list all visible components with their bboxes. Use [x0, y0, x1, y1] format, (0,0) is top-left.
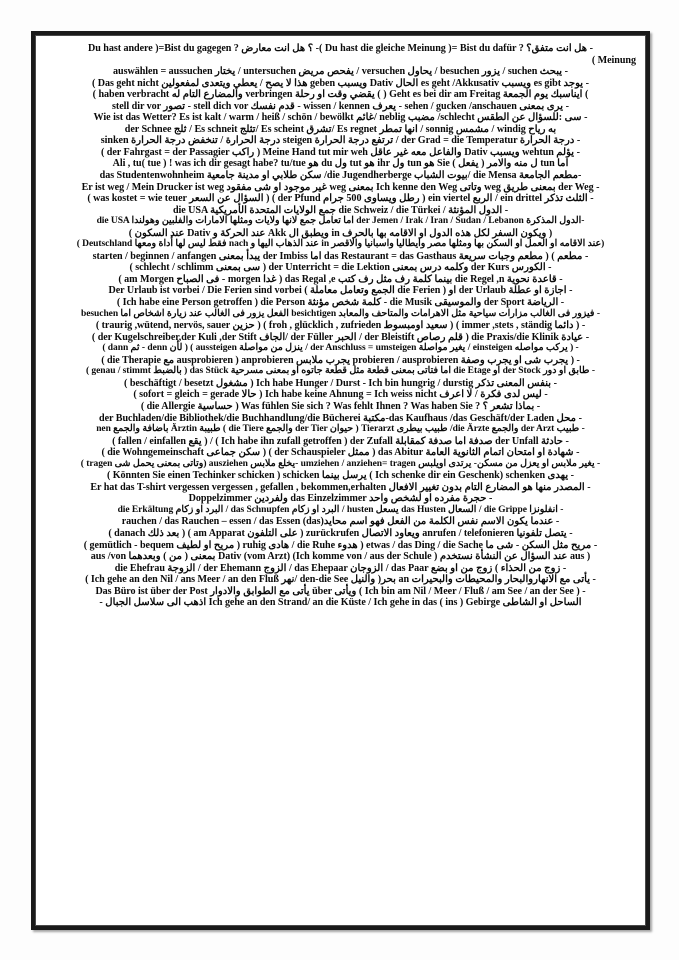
- note-line: Das Büro ist über der Post يأتى مع الطوابق والادوار über ويأتى ( Ich bin am Nil / Meer / Fluß / am See / an der See ) -: [95, 585, 586, 597]
- note-line: Der Urlaub ist vorbei / Die Ferien sind vorbei ( الجمع وتعامل معاملة die Ferien ) او der Urlaub اجازة او عطلة -: [108, 285, 573, 297]
- note-line: ( beschäftigt / besetzt مشغول ) Ich habe Hunger / Durst - Ich bin hungrig / durstig بنفس المعنى تذكر -: [124, 377, 557, 389]
- note-line: ( die Allergie حساسية ) Was fühlen Sie sich ? Was fehlt Ihnen ? Was haben Sie ? بماذا تشعر ؟ -: [140, 400, 541, 412]
- note-line: ( schlecht / schlimm سى بمعنى ) der Unterricht = die Lektion وكلمه درس بمعنى der Kurs الكورس -: [129, 262, 552, 274]
- note-line: die USA جمع الولايات المتحدة الأمريكية die Schweiz / die Türkei / الدول المؤنثة -: [172, 204, 509, 216]
- note-line: die Ehefrau الزوجة / der Ehemann الزوج / das Ehepaar الزوجان / das Paar زوج من الحذاء ) زوج من او بضع -: [114, 562, 567, 574]
- note-line: ( sofort = gleich = gerade حالا ) Ich habe keine Ahnung = Ich weiss nicht ليس لدى فكرة / لا اعرف -: [133, 389, 548, 401]
- note-line: starten / beginnen / anfangen يبدأ بمعنى der Imbiss اما das Restaurant = das Gasthaus مطعم ) ( مطعم وجبات سريعة -: [92, 250, 589, 262]
- note-line: ( Ich habe eine Person getroffen ) die Person كلمة شخص مؤنثة - die Musik والموسيقى der Sport الرياضة -: [116, 297, 565, 309]
- note-line: ( traurig ,wütend, nervös, sauer حزين ) ( froh , glücklich , zufrieden سعيد اومبسوط ) ( immer ,stets , ständig دائما ) -: [95, 320, 586, 332]
- note-line: ( was kostet = wie teuer السؤال عن السعر ) ( der Pfund رطل ويساوى 500 جرام ) ein viertel الربع / ein drittel الثلث تذكر -: [87, 193, 594, 205]
- note-line: Wie ist das Wetter? Es ist kalt / warm / heiß / schön / bewölkt غائم/ neblig مضبب /schlecht سى :للسؤال عن الطقس -: [93, 112, 588, 124]
- note-line: Du hast andere )=Bist du gagegen ? ؟ هل انت معارض -( Du hast die gleiche Meinung )= Bist du dafür ? هل انت متفق؟ -: [87, 43, 594, 54]
- note-line: ( Deutschland فقط ليس لها أداة ومعها nach عند الذهاب اليها و in عند الاقامه او العمل او السكن بها ومثلها مصر وايطاليا واسبانيا والاقصر): [76, 239, 605, 250]
- note-line: ( der Kugelschreiber,der Kuli ,der Stift الجاف/ der Füller الحبر / der Bleistift قلم رصاص ) die Praxis/die Klinik عيادة -: [91, 331, 590, 343]
- note-line: ( fallen / einfallen يقع ) / ( Ich habe ihn zufall getroffen ) der Zufall صدفة اما صدفة كمقابلة der Unfall حادثة -: [112, 435, 569, 447]
- note-line: die USA اما تعامل جمع لانها ولايات ومثلها الامارات والفلبين وهولندا der Jemen / Irak / Iran / Sudan / Lebanon الدول المذكرة-: [96, 216, 585, 227]
- note-line: ( der Fahrgast = der Passagier راكب ) Meine Hand tut mir weh والفاعل معه غير عاقل Dativ ويسبب wehtun يؤلم -: [100, 146, 581, 158]
- note-line: auswählen = aussuchen يختار / untersuchen يفحص مريض / versuchen يحاول / besuchen يزور / suchen يبحث -: [113, 66, 568, 78]
- note-line: Er ist weg / Mein Drucker ist weg غير موجود او شى مفقود weg بمعنى Ich kenne den Weg وتاتى weg بمعنى طريق der Weg -: [81, 181, 600, 193]
- note-line: Ali , tu( tue ) ! was ich dir gesagt habe? tu/tue هو du ول tut هو ihr ول tun هو Sie ل منه والامر ( يفعل ) tun اما: [112, 158, 569, 170]
- note-line: sinken درجة الحرارة / تنخفض درجة الحرارة steigen ترتفع درجة الحرارة / der Grad = die Temperatur درجة الحرارة -: [100, 135, 581, 147]
- note-line: der Schnee ثلج / Es schneit تثلج/ Es scheint تشرق/ Es regnet انها تمطر / sonnig مشمس / windig به رياح: [124, 123, 557, 135]
- note-line: ( danach بعد ذلك ) ( am Apparat على التلفون ) zurückrufen ويعاود الاتصال anrufen / telefonieren يتصل تلفونيا -: [108, 527, 573, 539]
- note-line: nen باضافة والجمع Ärztin طبيبة ( die Tiere والجمع der Tier حيوان ) Tierarzt طبيب بيطرى /die Ärzte والجمع der Arzt طبيب -: [96, 424, 585, 435]
- note-line: ( Ich gehe an den Nil / ans Meer / an den Fluß نهر/ den-die See بحر( والنيل an يأتى مع الانهاروالبحار والمحيطات والبحيرات -: [85, 574, 596, 586]
- note-line: Doppelzimmer ولفردين das Einzelzimmer حجرة مفرده او لشخص واحد -: [188, 493, 493, 505]
- note-line: rauchen / das Rauchen – essen / das Essen (das)عندما يكون الاسم نفس الكلمة من الفعل فهو اسم محايد -: [121, 516, 560, 528]
- note-line: ( am Morgen فى الصباح - morgen غدا ) das Regal ,e بينما كلمة رف مثل رف كتب die Regel ,n قاعدة نحوية -: [118, 273, 563, 285]
- page-border-frame: [31, 31, 650, 930]
- note-line: ( Könnten Sie einen Techinker schicken ) schicken يرسل بينما ( Ich schenke dir ein Geschenk) schenken يهدى -: [106, 470, 575, 482]
- note-line: الساحل او الشاطى Ich gehe an den Strand/ an die Küste / Ich gehe in das ( ins ) Gebirge اذهب الى سلاسل الجبال -: [99, 597, 582, 609]
- note-line: Er hat das T-shirt vergessen vergessen , gefallen , bekommen,erhalten المصدر منها هو المضارع التام بدون تغيير الافعال -: [90, 481, 591, 493]
- note-line: besuchen الفعل يزور فى الغالب عند زيارة اشخاص اما besichtigen فيزور فى الغالب مزارات سياحية مثل الاهرامات والمتاحف والمعابد -: [81, 308, 600, 319]
- note-line: stell dir vor تصور - stell dich vor قدم نفسك - wissen / kennen يعرف - sehen / gucken /anschauen يرى بمعنى -: [112, 100, 569, 112]
- note-line: der Buchladen/die Bibliothek/die Buchhandlung/die Bücherei مكتبة-das Kaufhaus /das Geschäft/der Laden محل -: [99, 412, 582, 424]
- note-line: ( dann ثم - denn لأن ) ( aussteigen ينزل من مواصلة / der Anschluss = umsteigen يغير مواصلة / einsteigen يركب مواصله ) -: [102, 343, 579, 354]
- note-line: ( die Wohngemeinschaft سكن جماعى ) ( der Schauspieler ممثل ) das Abitur شهادة او امتحان اتمام الثانوية العامة -: [101, 447, 580, 459]
- note-line: ( ويكون السفر لكل هذه الدول او الاقامه بها بالحرف in ويطبق ال Akk عند الحركة و Dativ عند السكون ): [128, 227, 553, 239]
- note-line: aus /von بمعنى ( من ) وبعدهما Dativ (vom Arzt) (Ich komme von / aus der Schule ) عند السؤال عن النشأة نستخدم aus ): [90, 551, 591, 563]
- note-line: das Studentenwohnheim سكن طلابي او مدينة جامعية /die Jugendherberge بيوت الشباب/ die Mensa مطعم الجامعة-: [99, 170, 582, 182]
- document-content: [41, 43, 640, 920]
- note-line: ( die Therapie مع ausprobieren ) anprobieren يجرب ملابس probieren / ausprobieren يجرب شى او يجرب وصفة ) -: [101, 354, 580, 366]
- note-line: ( genau / stimmt بالضبط ) das Stück اما فتاتى بمعنى قطعة مثل قطعة جاتوه او بمعنى مسرحية die Etage او der Stock طابق او دور -: [85, 366, 596, 377]
- note-line: ( Meinung: [591, 54, 636, 66]
- note-line: die Erkältung البرد او زكام / das Schnupfen البرد او زكام / husten يسعل das Husten السعال / die Grippe انفلونزا -: [117, 504, 564, 515]
- note-line: ( haben verbracht والمضارع التام له verbringen يقضي وقت او رحلة ( ) Geht es bei dir am Freitag ايناسبك يوم الجمعة (: [92, 89, 589, 101]
- note-line: ( tragen وتاتى بمعنى يحمل شى) ausziehen يخلع ملابس- umziehen / anziehen= tragen يغير ملابس او يعزل من مسكن- يرتدى اويلبس -: [80, 458, 601, 469]
- note-line: ( Das geht nicht هذا لا يصح / يعطي ويتعدى لمفعولين geben ويسبب Dativ الحال es geht /Akkusativ ويسبب es gibt يوجد -: [92, 77, 589, 89]
- note-line: ( gemütlich - bequem مريح او لطيف ) ruhig هادى / die Ruhe هدوء ) etwas / das Ding / die Sache مريح مثل السكن - شى ما -: [83, 539, 598, 551]
